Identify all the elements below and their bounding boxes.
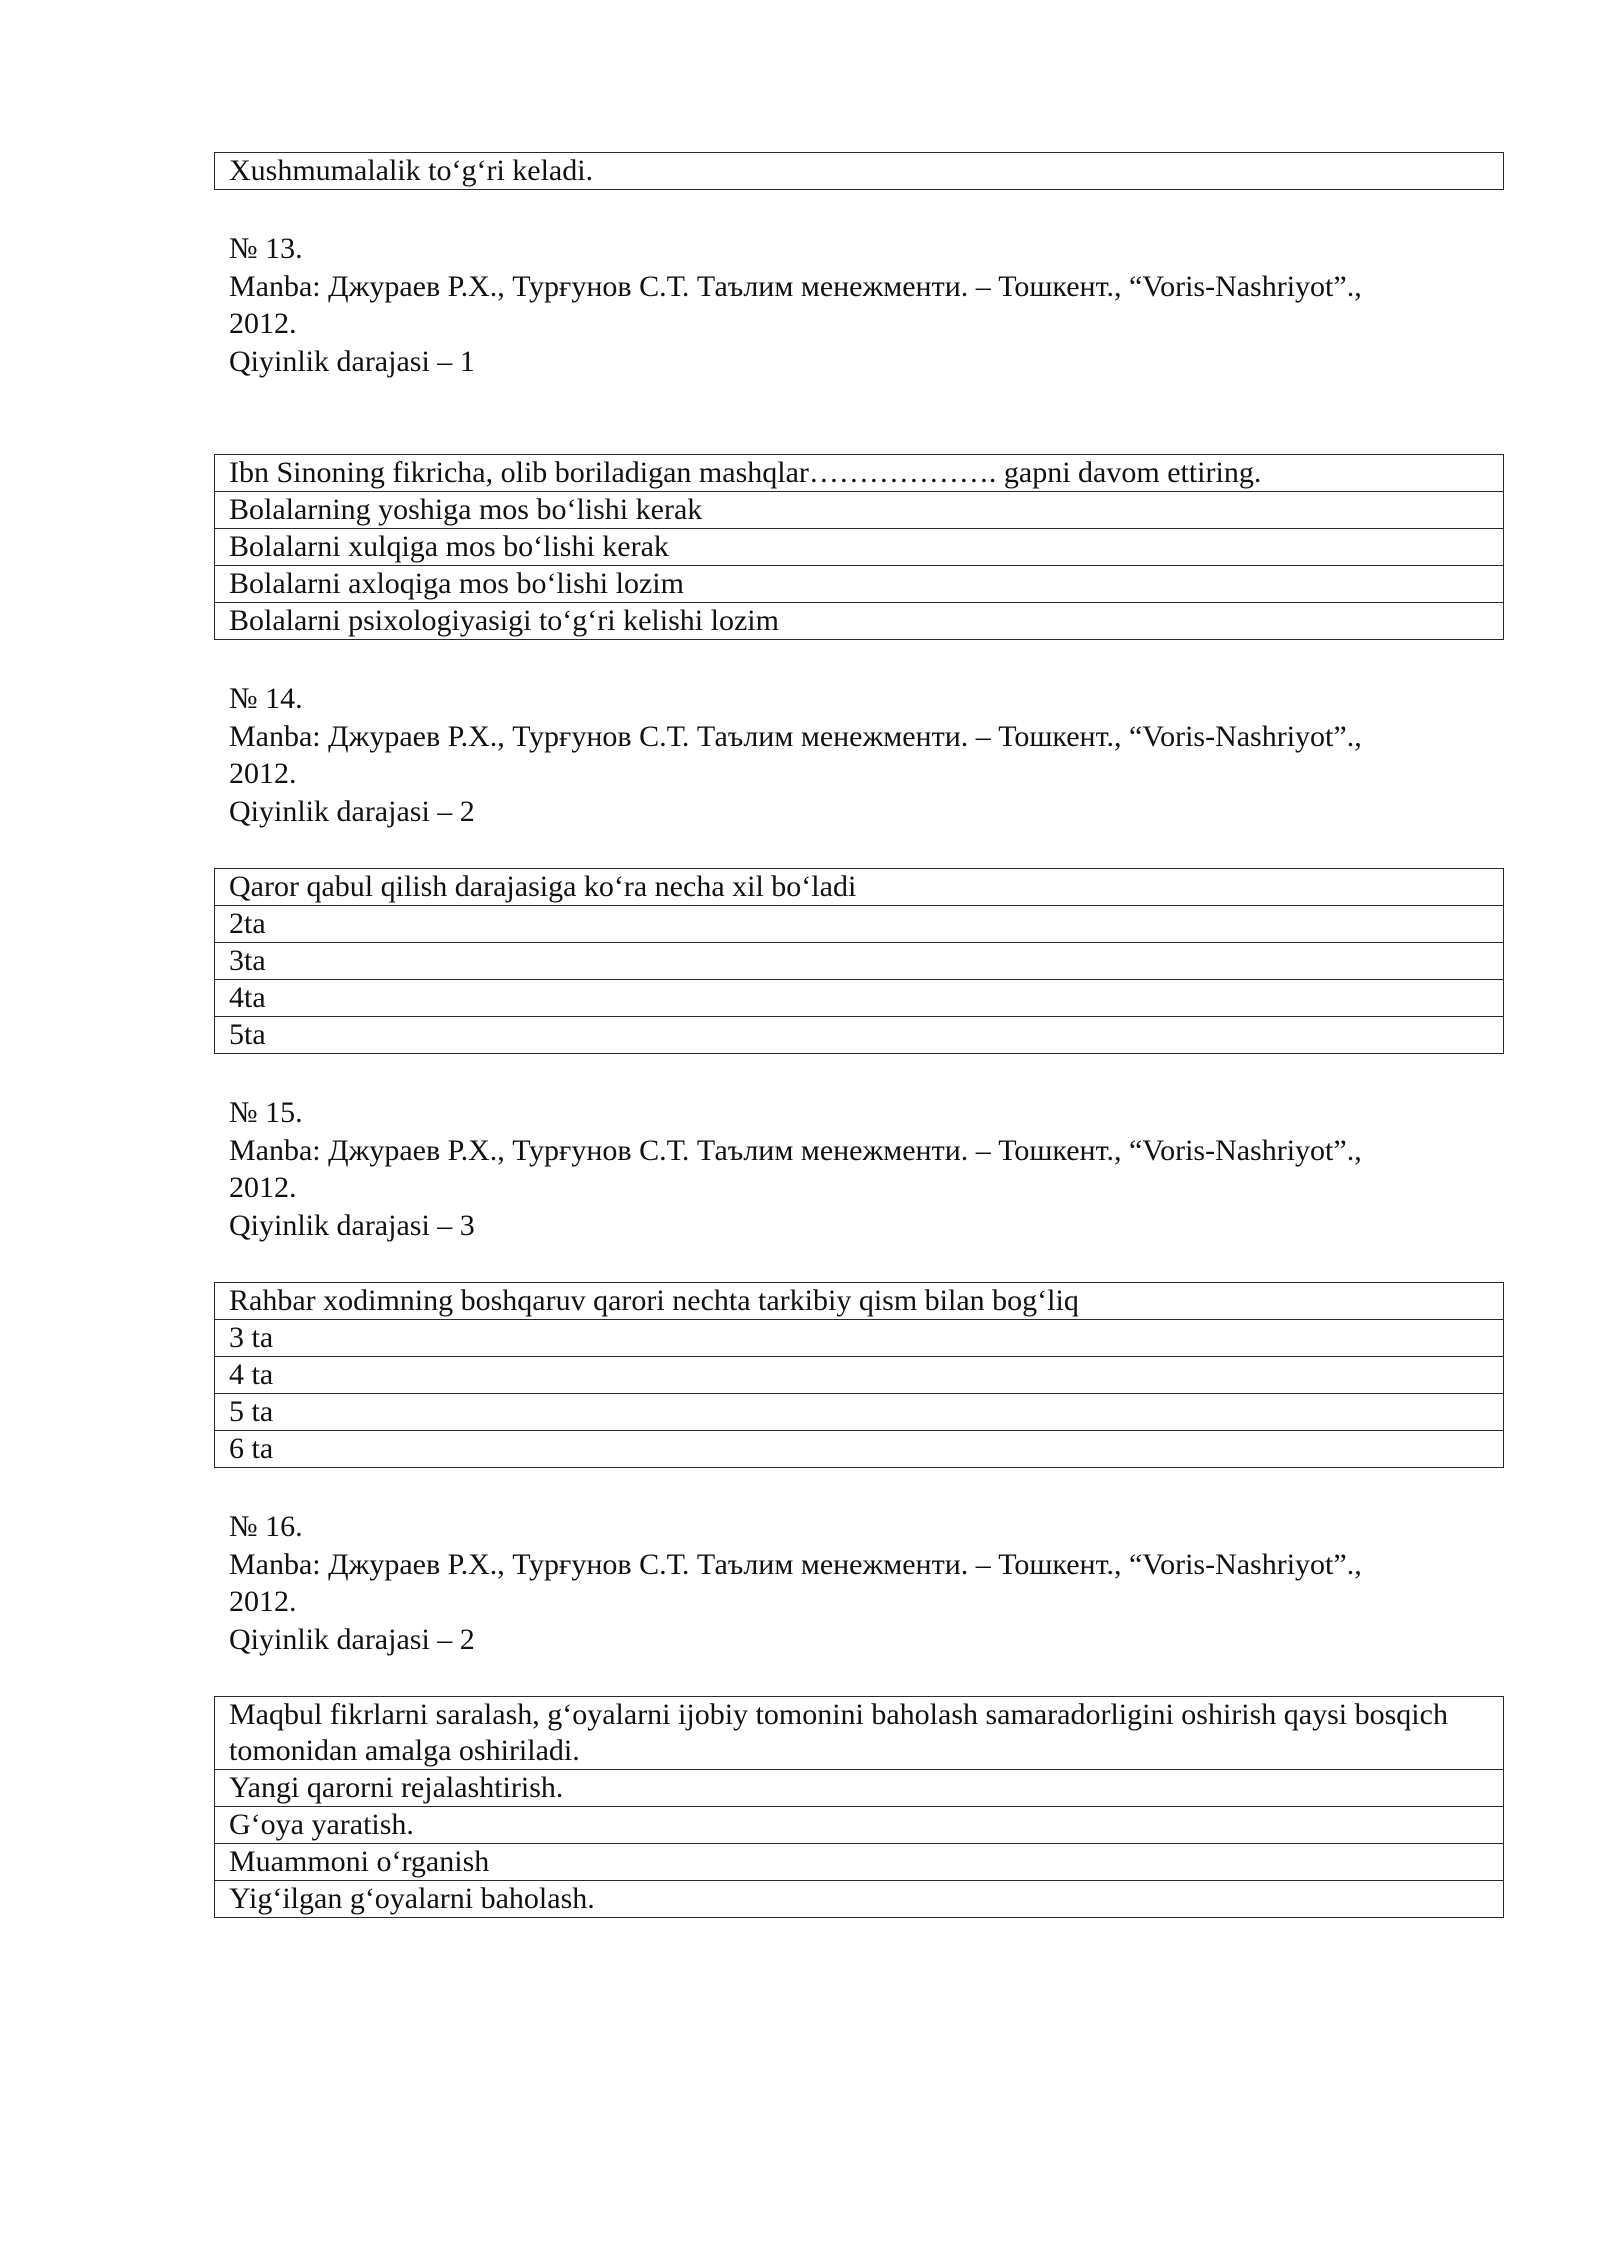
source-line: Manba: Джураев Р.Х., Турғунов С.Т. Таълим менежменти. – Тошкент., “Voris-Nashriyot”., xyxy=(229,269,1362,303)
source-line: Manba: Джураев Р.Х., Турғунов С.Т. Таълим менежменти. – Тошкент., “Voris-Nashriyot”., xyxy=(229,719,1362,753)
table-row xyxy=(215,1881,1504,1918)
table-row xyxy=(215,529,1504,566)
option-cell: 4 ta xyxy=(215,1357,1504,1394)
table-row xyxy=(215,1431,1504,1468)
question-table xyxy=(214,454,1504,640)
question-cell: Rahbar xodimning boshqaruv qarori nechta tarkibiy qism bilan bog‘liq xyxy=(215,1283,1504,1320)
source-year: 2012. xyxy=(229,757,297,790)
question-meta xyxy=(229,1508,1504,1658)
option-cell: 3 ta xyxy=(215,1320,1504,1357)
source-year: 2012. xyxy=(229,1585,297,1618)
question-meta xyxy=(229,680,1504,830)
question-table xyxy=(214,1282,1504,1468)
table-row xyxy=(215,1770,1504,1807)
table-row xyxy=(215,906,1504,943)
table-row xyxy=(215,980,1504,1017)
option-cell: Bolalarning yoshiga mos bo‘lishi kerak xyxy=(215,492,1504,529)
table-row xyxy=(215,566,1504,603)
question-number: № 15. xyxy=(229,1096,303,1129)
question-cell: Qaror qabul qilish darajasiga ko‘ra necha xil bo‘ladi xyxy=(215,869,1504,906)
question-meta xyxy=(229,230,1504,380)
answer-table-fragment xyxy=(214,152,1504,190)
question-meta xyxy=(229,1094,1504,1244)
table-row xyxy=(215,492,1504,529)
option-cell: Xushmumalalik to‘g‘ri keladi. xyxy=(215,153,1504,190)
question-cell: Maqbul fikrlarni saralash, g‘oyalarni ijobiy tomonini baholash samaradorligini oshirish qaysi bosqich tomonidan amalga oshiriladi. xyxy=(215,1697,1504,1770)
difficulty-level: Qiyinlik darajasi – 1 xyxy=(229,344,475,378)
table-row xyxy=(215,1017,1504,1054)
table-row xyxy=(215,1394,1504,1431)
table-row xyxy=(215,1844,1504,1881)
difficulty-level: Qiyinlik darajasi – 3 xyxy=(229,1208,475,1242)
option-cell: Yig‘ilgan g‘oyalarni baholash. xyxy=(215,1881,1504,1918)
option-cell: Bolalarni psixologiyasigi to‘g‘ri kelishi lozim xyxy=(215,603,1504,640)
table-row xyxy=(215,1697,1504,1770)
option-cell: 3ta xyxy=(215,943,1504,980)
question-cell: Ibn Sinoning fikricha, olib boriladigan mashqlar………………. gapni davom ettiring. xyxy=(215,455,1504,492)
source-line: Manba: Джураев Р.Х., Турғунов С.Т. Таълим менежменти. – Тошкент., “Voris-Nashriyot”., xyxy=(229,1133,1362,1167)
question-table xyxy=(214,868,1504,1054)
table-row xyxy=(215,1807,1504,1844)
table-row xyxy=(215,455,1504,492)
source-year: 2012. xyxy=(229,1171,297,1204)
question-table xyxy=(214,1696,1504,1918)
option-cell: 4ta xyxy=(215,980,1504,1017)
difficulty-level: Qiyinlik darajasi – 2 xyxy=(229,1622,475,1656)
table-row xyxy=(215,943,1504,980)
source-year: 2012. xyxy=(229,307,297,340)
option-cell: 5 ta xyxy=(215,1394,1504,1431)
table-row xyxy=(215,603,1504,640)
option-cell: G‘oya yaratish. xyxy=(215,1807,1504,1844)
table-row xyxy=(215,869,1504,906)
option-cell: Muammoni o‘rganish xyxy=(215,1844,1504,1881)
table-row xyxy=(215,1320,1504,1357)
question-number: № 14. xyxy=(229,682,303,715)
table-row xyxy=(215,153,1504,190)
option-cell: Yangi qarorni rejalashtirish. xyxy=(215,1770,1504,1807)
option-cell: 6 ta xyxy=(215,1431,1504,1468)
option-cell: Bolalarni xulqiga mos bo‘lishi kerak xyxy=(215,529,1504,566)
difficulty-level: Qiyinlik darajasi – 2 xyxy=(229,794,475,828)
question-number: № 13. xyxy=(229,232,303,265)
option-cell: 5ta xyxy=(215,1017,1504,1054)
option-cell: Bolalarni axloqiga mos bo‘lishi lozim xyxy=(215,566,1504,603)
question-number: № 16. xyxy=(229,1510,303,1543)
option-cell: 2ta xyxy=(215,906,1504,943)
table-row xyxy=(215,1357,1504,1394)
table-row xyxy=(215,1283,1504,1320)
source-line: Manba: Джураев Р.Х., Турғунов С.Т. Таълим менежменти. – Тошкент., “Voris-Nashriyot”., xyxy=(229,1547,1362,1581)
document-page xyxy=(214,152,1504,1918)
